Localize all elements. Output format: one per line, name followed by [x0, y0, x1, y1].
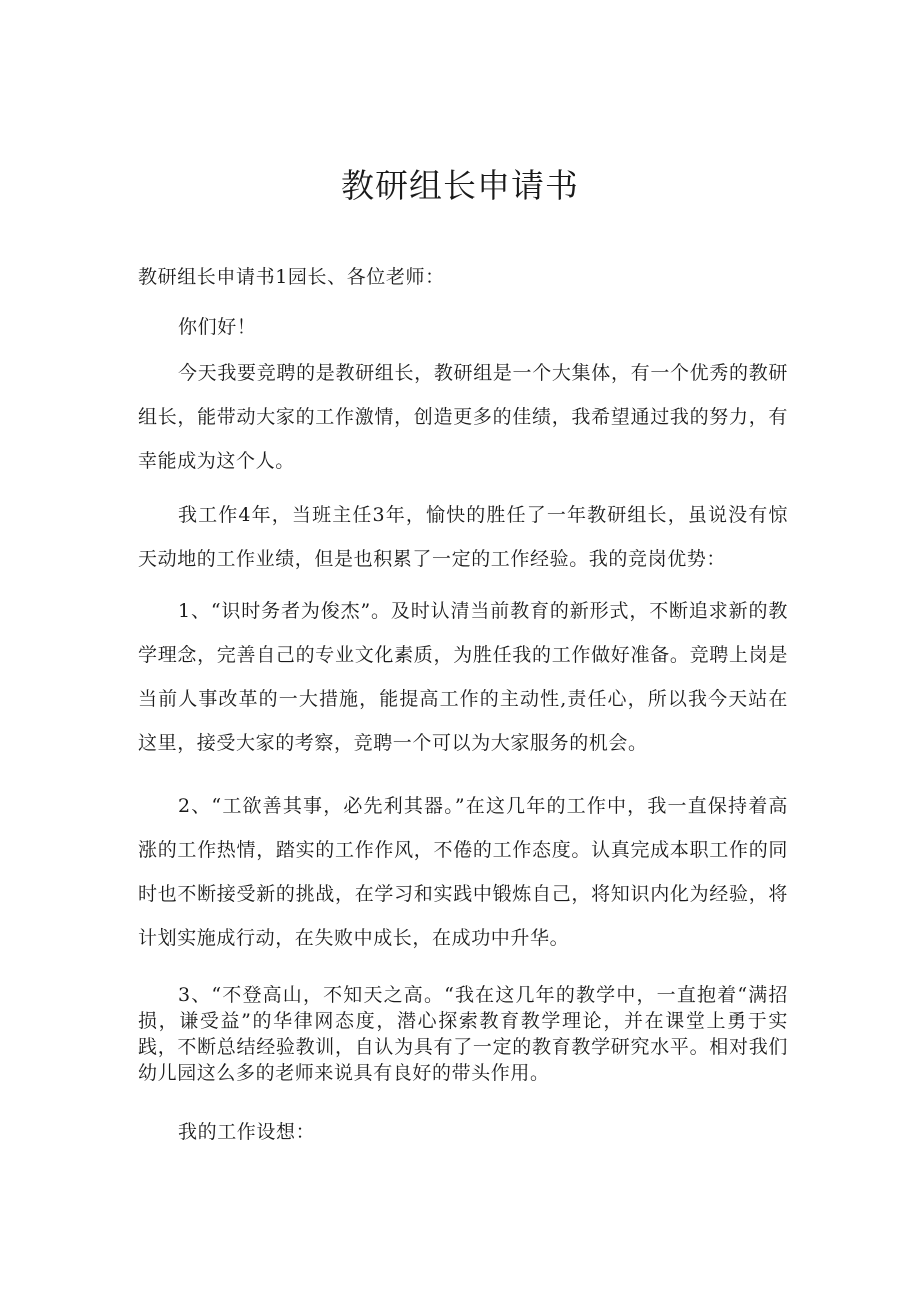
advantage-point-1: 1、“识时务者为俊杰”。及时认清当前教育的新形式，不断追求新的教学理念，完善自己的专业文化素质，为胜任我的工作做好准备。竞聘上岗是当前人事改革的一大措施，能提高工作的主动性,责任心，所以我今天站在这里，接受大家的考察，竞聘一个可以为大家服务的机会。 [138, 600, 788, 754]
salutation-paragraph: 你们好！ [178, 316, 257, 338]
page-title: 教研组长申请书 [341, 166, 579, 205]
greeting-line: 教研组长申请书1园长、各位老师： [138, 266, 445, 288]
intro-paragraph: 今天我要竞聘的是教研组长，教研组是一个大集体，有一个优秀的教研组长，能带动大家的工作激情，创造更多的佳绩，我希望通过我的努力，有幸能成为这个人。 [138, 362, 788, 472]
work-plans-heading: 我的工作设想： [178, 1121, 316, 1143]
advantage-point-3: 3、“不登高山，不知天之高。“我在这几年的教学中，一直抱着“满招损，谦受益”的华律网态度，潜心探索教育教学理论，并在课堂上勇于实践，不断总结经验教训，自认为具有了一定的教育教学研究水平。相对我们幼儿园这么多的老师来说具有良好的带头作用。 [138, 984, 788, 1084]
experience-paragraph: 我工作4年，当班主任3年，愉快的胜任了一年教研组长，虽说没有惊天动地的工作业绩，但是也积累了一定的工作经验。我的竞岗优势： [138, 504, 788, 570]
advantage-point-2: 2、“工欲善其事，必先利其器。”在这几年的工作中，我一直保持着高涨的工作热情，踏实的工作作风，不倦的工作态度。认真完成本职工作的同时也不断接受新的挑战，在学习和实践中锻炼自己，将知识内化为经验，将计划实施成行动，在失败中成长，在成功中升华。 [138, 795, 788, 949]
